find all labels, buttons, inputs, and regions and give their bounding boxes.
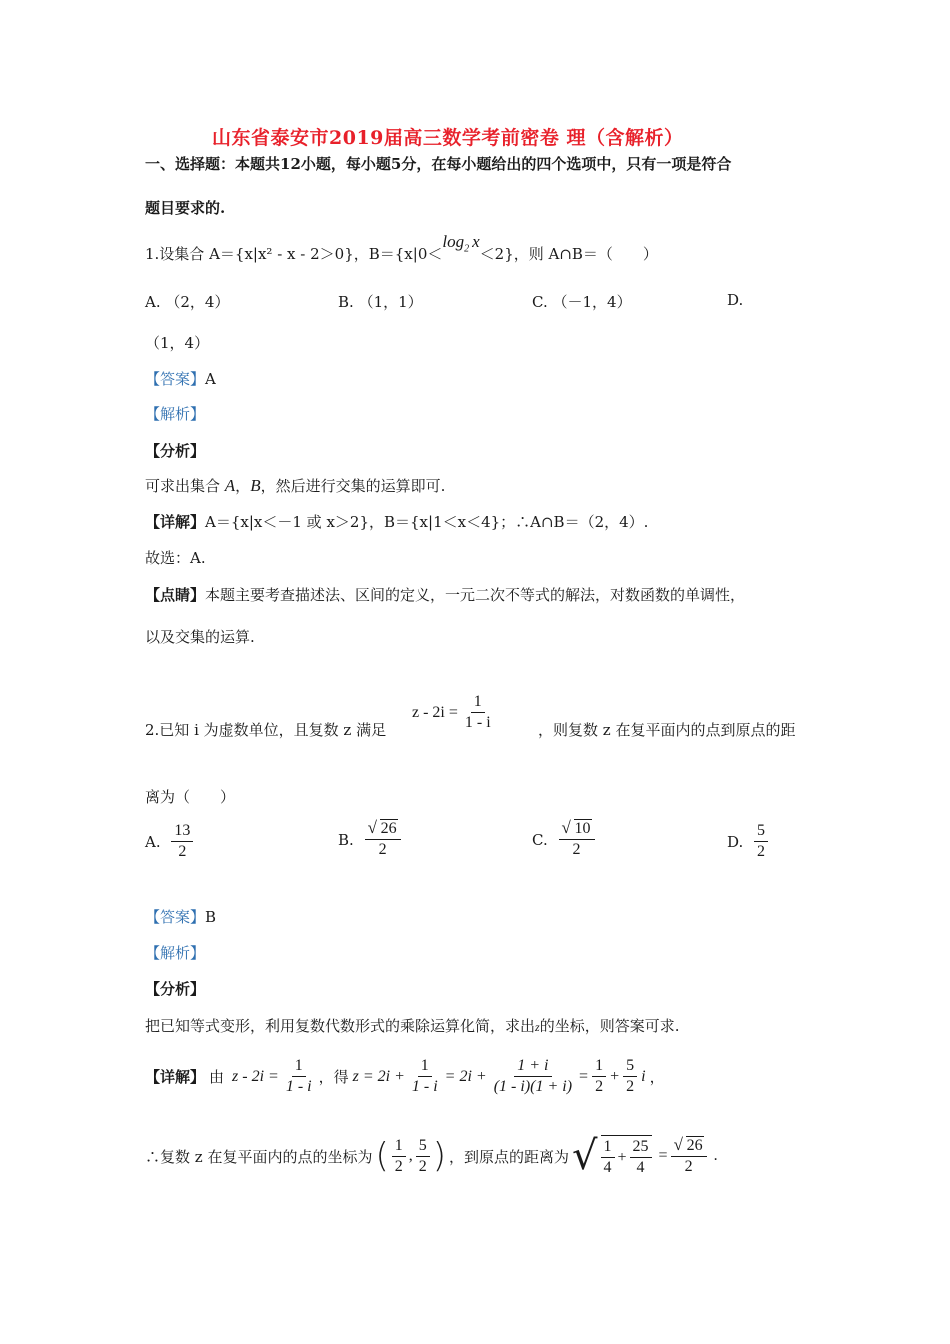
frac-den: 1 - i <box>285 1078 312 1096</box>
question-1-stem <box>145 232 658 266</box>
xiangjie-tag: 【详解】 <box>145 1068 206 1087</box>
q1-gu: 故选：A. <box>145 549 206 567</box>
frac-den: 4 <box>603 1159 612 1177</box>
frac-num: 5 <box>416 1137 430 1157</box>
option-fraction <box>365 820 401 860</box>
q1-fenxi-tag: 【分析】 <box>145 442 206 460</box>
coord-frac1 <box>392 1137 406 1177</box>
frac-den: 2 <box>178 843 187 861</box>
option-label: D. <box>727 832 744 851</box>
q2-answer <box>145 906 216 927</box>
q1-jiexi-tag: 【解析】 <box>145 405 206 423</box>
frac-num: 1 <box>392 1137 406 1157</box>
detail-frac1 <box>283 1057 315 1097</box>
frac-den: 1 - i <box>464 714 491 732</box>
set-a: A <box>224 476 236 495</box>
set-b: B <box>250 476 261 495</box>
coord-comma: , <box>408 1147 413 1165</box>
radicand: 26 <box>380 820 397 837</box>
frac-num: 5 <box>754 822 768 842</box>
q2-jiexi-tag: 【解析】 <box>145 944 206 962</box>
section-heading-line1: 一、选择题：本题共12小题，每小题5分，在每小题给出的四个选项中，只有一项是符合 <box>145 155 732 173</box>
root-frac2 <box>630 1138 652 1178</box>
detail-frac2 <box>409 1057 441 1097</box>
you-text: 由 <box>209 1068 225 1087</box>
answer-value: B <box>205 908 217 926</box>
detail-end: ， <box>649 1068 665 1087</box>
fenxi-text-a: 把已知等式变形，利用复数代数形式的乘除运算化简，求出 <box>145 1017 536 1035</box>
frac-num: 1 <box>418 1057 432 1077</box>
option-label: C. <box>532 293 548 311</box>
frac-den: 4 <box>636 1159 645 1177</box>
option-text: （－1，4） <box>552 293 632 311</box>
q2-stem-a: 2.已知 i 为虚数单位，且复数 z 满足 <box>145 721 387 739</box>
q1-dianjing-1 <box>145 584 745 605</box>
frac-num: 13 <box>171 822 193 842</box>
q1-fenxi-text <box>145 475 445 496</box>
sqrt-icon <box>674 1137 704 1155</box>
option-label: B. <box>338 830 354 849</box>
option-label: A. <box>145 293 161 311</box>
frac-den: 2 <box>418 1157 427 1175</box>
fenxi-text-a: 可求出集合 <box>145 477 225 495</box>
detail-frac5 <box>623 1057 637 1097</box>
frac-num: 1 <box>292 1057 306 1077</box>
root-plus: + <box>617 1148 627 1166</box>
detail-eq2: z = 2i + <box>352 1067 405 1085</box>
frac-num: 1 <box>471 693 485 713</box>
frac-den: 1 - i <box>411 1078 438 1096</box>
imag-unit: i <box>641 1067 646 1085</box>
q2-stem-b: ，则复数 z 在复平面内的点到原点的距 <box>538 721 796 739</box>
q2-stem-equation <box>412 693 494 733</box>
eq-fraction <box>462 693 494 733</box>
result-frac <box>671 1137 707 1177</box>
sqrt-icon <box>562 820 592 838</box>
dianjing-tag: 【点睛】 <box>145 586 206 604</box>
frac-den: 2 <box>394 1157 403 1175</box>
coord-text-b: ，到原点的距离为 <box>448 1147 569 1166</box>
detail-eq3: = 2i + <box>444 1067 487 1085</box>
big-sqrt-icon: √ <box>572 1133 598 1180</box>
root-end: . <box>713 1147 718 1165</box>
q2-option-b <box>338 820 401 860</box>
frac-den: 2 <box>378 841 387 859</box>
option-fraction <box>559 820 595 860</box>
question-1-stem-b: ＜2}，则 A∩B＝（ ） <box>479 245 658 263</box>
frac-den: 2 <box>572 841 581 859</box>
section-heading-line2: 题目要求的. <box>145 199 226 217</box>
option-text: （1，1） <box>358 293 423 311</box>
de-text: ，得 <box>318 1068 349 1087</box>
right-paren: ) <box>432 1136 446 1177</box>
q1-answer <box>145 368 216 389</box>
detail-frac4 <box>592 1057 606 1097</box>
q1-option-c <box>532 291 632 312</box>
eq-left: z - 2i = <box>412 703 458 721</box>
frac-den: 2 <box>626 1078 635 1096</box>
frac-den: 2 <box>595 1078 604 1096</box>
option-label: D. <box>727 291 744 309</box>
option-label: B. <box>338 293 354 311</box>
root-frac1 <box>601 1138 615 1178</box>
frac-num: 25 <box>630 1138 652 1158</box>
log-expression <box>442 232 480 255</box>
fenxi-text-b: 的坐标，则答案可求. <box>539 1017 680 1035</box>
sqrt-icon <box>368 820 398 838</box>
q2-fenxi-text <box>145 1015 679 1036</box>
frac-num: 5 <box>623 1057 637 1077</box>
detail-frac3 <box>491 1057 575 1097</box>
var-z: z <box>535 1020 540 1034</box>
radicand-group <box>601 1135 652 1178</box>
log-arg: x <box>472 232 480 251</box>
frac-den: (1 - i)(1 + i) <box>493 1078 573 1096</box>
q1-option-d-text: （1，4） <box>145 334 210 352</box>
log-text: log <box>442 232 465 251</box>
q2-option-a <box>145 822 193 862</box>
fenxi-text-b: ，然后进行交集的运算即可. <box>260 477 446 495</box>
q1-dianjing-2: 以及交集的运算. <box>145 628 255 646</box>
q2-xiangjie <box>145 1057 665 1097</box>
radicand: 10 <box>574 820 591 837</box>
question-1-stem-a: 1.设集合 A＝{x|x² - x - 2＞0}，B＝{x|0＜ <box>145 245 443 263</box>
answer-tag: 【答案】 <box>145 370 206 388</box>
q2-stem-c: 离为（ ） <box>145 788 236 806</box>
option-fraction <box>171 822 193 862</box>
frac-num: 1 + i <box>514 1057 551 1077</box>
frac-num: 1 <box>592 1057 606 1077</box>
left-paren: ( <box>375 1136 389 1177</box>
q1-option-b <box>338 291 423 312</box>
frac-num: 1 <box>601 1138 615 1158</box>
q1-xiangjie <box>145 511 648 532</box>
comma: ， <box>235 477 251 495</box>
detail-eq1: z - 2i = <box>232 1067 279 1085</box>
xiangjie-tag: 【详解】 <box>145 513 206 531</box>
q1-option-d <box>727 291 743 309</box>
q1-option-a <box>145 291 229 312</box>
coord-text-a: ∴复数 z 在复平面内的点的坐标为 <box>145 1147 373 1166</box>
coord-frac2 <box>416 1137 430 1177</box>
option-fraction <box>754 822 768 862</box>
q2-option-d <box>727 822 768 862</box>
root-eq: = <box>658 1147 668 1165</box>
option-text: （2，4） <box>165 293 230 311</box>
q2-coordinate-line <box>145 1135 718 1178</box>
detail-eq4: = <box>579 1067 589 1085</box>
option-label: C. <box>532 830 548 849</box>
answer-tag: 【答案】 <box>145 908 206 926</box>
q2-fenxi-tag: 【分析】 <box>145 980 206 998</box>
page-title: 山东省泰安市2019届高三数学考前密卷 理（含解析） <box>212 127 684 149</box>
frac-den: 2 <box>684 1157 693 1175</box>
frac-den: 2 <box>757 843 766 861</box>
dianjing-text: 本题主要考查描述法、区间的定义，一元二次不等式的解法，对数函数的单调性， <box>205 586 746 604</box>
detail-plus: + <box>610 1067 620 1085</box>
answer-value: A <box>205 370 216 388</box>
log-base: 2 <box>464 243 470 255</box>
xiangjie-text: A＝{x|x＜－1 或 x＞2}，B＝{x|1＜x＜4}；∴A∩B＝（2，4）. <box>205 513 649 531</box>
q2-option-c <box>532 820 595 860</box>
radicand: 26 <box>686 1136 703 1154</box>
option-label: A. <box>145 832 161 851</box>
